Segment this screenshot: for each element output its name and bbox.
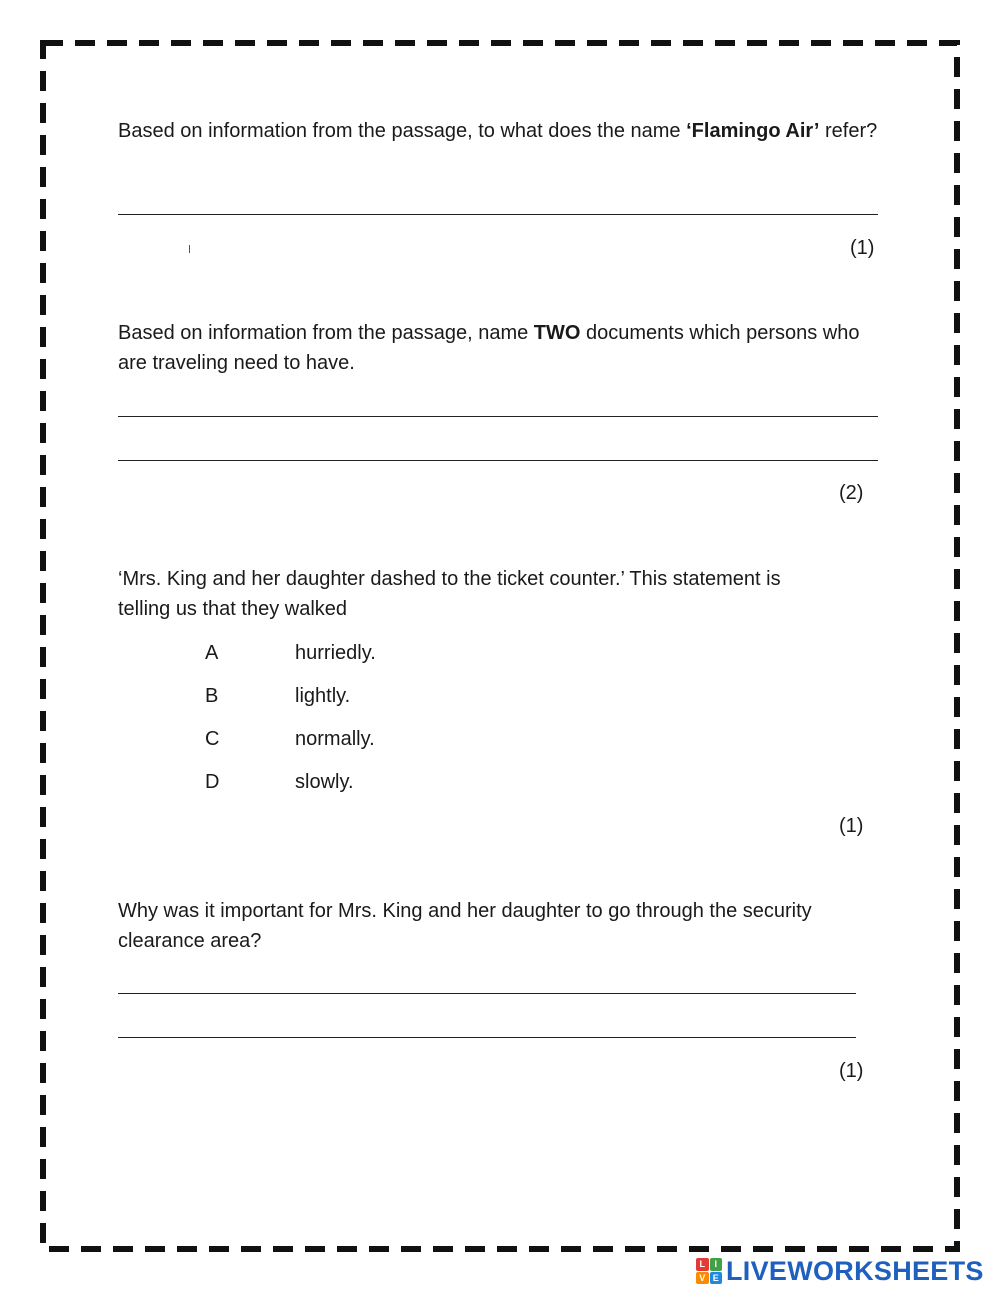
option-a-letter: A <box>205 642 219 664</box>
logo-letter-e: E <box>710 1272 723 1285</box>
logo-letter-l: L <box>696 1258 709 1271</box>
question-2-marks: (2) <box>839 482 864 504</box>
text-cursor-mark <box>189 245 190 253</box>
option-b-text: lightly. <box>295 685 351 707</box>
option-d-text: slowly. <box>295 771 354 793</box>
question-1-marks: (1) <box>850 237 875 259</box>
dashed-page-border <box>40 40 960 1252</box>
question-3-marks: (1) <box>839 815 864 837</box>
question-3-text: ‘Mrs. King and her daughter dashed to the ticket counter.’ This statement is telling us that they walked <box>118 568 781 620</box>
liveworksheets-logo-icon <box>696 1258 722 1284</box>
logo-letter-i: I <box>710 1258 723 1271</box>
logo-letter-v: V <box>696 1272 709 1285</box>
question-4-answer-line-2[interactable] <box>118 1037 856 1038</box>
option-b-letter: B <box>205 685 219 707</box>
question-2-answer-line-1[interactable] <box>118 416 878 417</box>
question-2-text: Based on information from the passage, name TWO documents which persons who are traveling need to have. <box>118 322 860 374</box>
question-1-answer-line[interactable] <box>118 214 878 215</box>
option-a-text: hurriedly. <box>295 642 376 664</box>
question-1-bold-term: ‘Flamingo Air’ <box>686 120 820 142</box>
question-4-text: Why was it important for Mrs. King and her daughter to go through the security clearance area? <box>118 900 812 952</box>
option-d-letter: D <box>205 771 220 793</box>
question-2-answer-line-2[interactable] <box>118 460 878 461</box>
question-1-text: Based on information from the passage, to what does the name ‘Flamingo Air’ refer? <box>118 120 878 142</box>
option-c-text: normally. <box>295 728 375 750</box>
question-4-answer-line-1[interactable] <box>118 993 856 994</box>
option-c-letter: C <box>205 728 220 750</box>
liveworksheets-brand <box>696 1256 984 1286</box>
brand-name: LIVEWORKSHEETS <box>726 1255 984 1286</box>
question-2-bold-term: TWO <box>533 322 581 344</box>
question-4-marks: (1) <box>839 1060 864 1082</box>
